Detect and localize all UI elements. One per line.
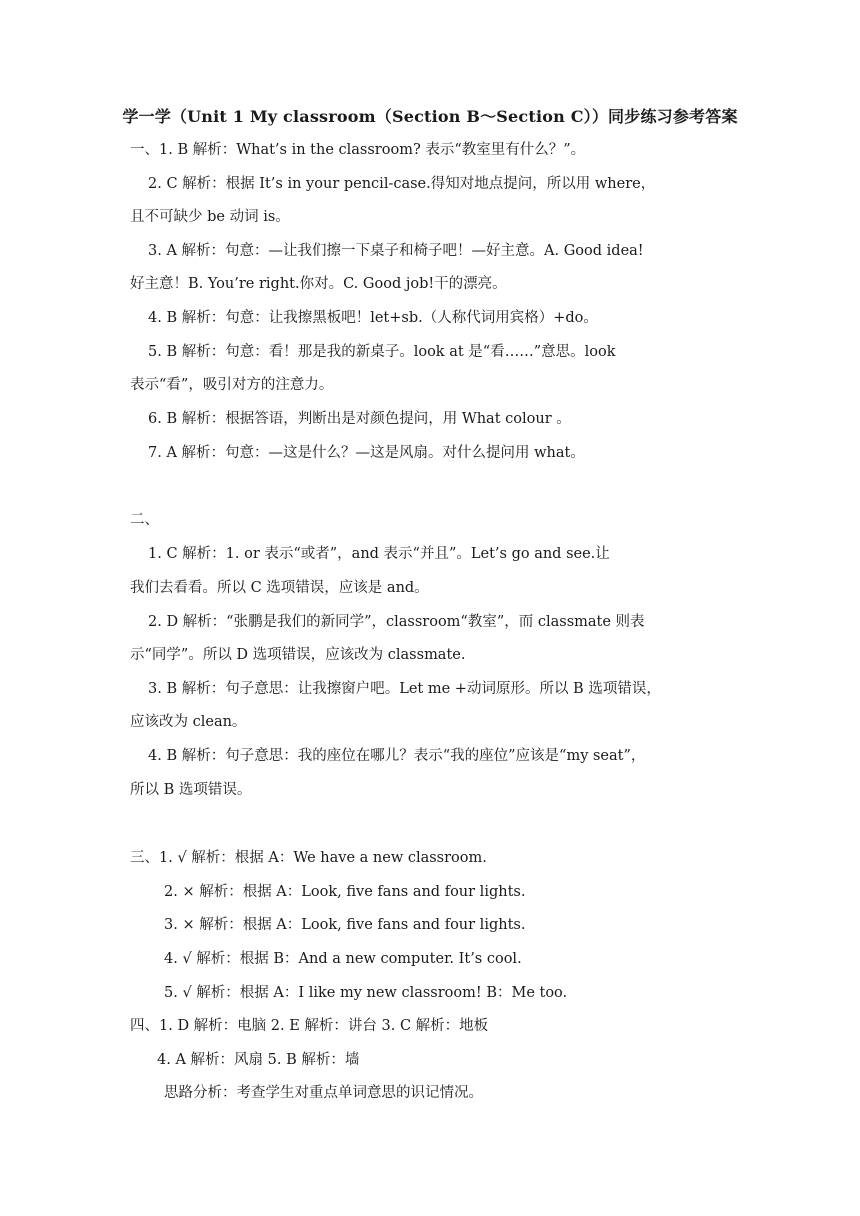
text-line: 思路分析：考查学生对重点单词意思的识记情况。 xyxy=(164,1085,483,1101)
text-line: 2. × 解析：根据 A：Look, five fans and four lights. xyxy=(164,884,526,900)
text-line: 5. B 解析：句意：看！那是我的新桌子。look at 是“看……”意思。look xyxy=(148,344,616,360)
text-line: 7. A 解析：句意：—这是什么？—这是风扇。对什么提问用 what。 xyxy=(148,445,585,461)
section-heading: 二、 xyxy=(130,512,159,528)
page-title: 学一学（Unit 1 My classroom（Section B～Section C））同步练习参考答案 xyxy=(122,107,738,126)
text-line: 5. √ 解析：根据 A：I like my new classroom! B：Me too. xyxy=(164,985,568,1001)
text-line: 4. √ 解析：根据 B：And a new computer. It’s cool. xyxy=(164,951,522,967)
text-line: 3. A 解析：句意：—让我们擦一下桌子和椅子吧！—好主意。A. Good idea! xyxy=(148,243,644,259)
text-line: 一、1. B 解析：What’s in the classroom? 表示“教室里有什么？”。 xyxy=(130,142,586,158)
text-line: 四、1. D 解析：电脑 2. E 解析：讲台 3. C 解析：地板 xyxy=(130,1018,489,1034)
text-line: 应该改为 clean。 xyxy=(130,714,247,730)
text-line: 1. C 解析：1. or 表示“或者”，and 表示“并且”。Let’s go and see.让 xyxy=(148,546,610,562)
text-line: 4. B 解析：句意：让我擦黑板吧！let+sb.（人称代词用宾格）+do。 xyxy=(148,310,598,326)
text-line: 三、1. √ 解析：根据 A：We have a new classroom. xyxy=(130,850,487,866)
text-line: 2. D 解析：“张鹏是我们的新同学”，classroom“教室”，而 classmate 则表 xyxy=(148,614,645,630)
text-line: 6. B 解析：根据答语，判断出是对颜色提问，用 What colour 。 xyxy=(148,411,571,427)
text-line: 表示“看”，吸引对方的注意力。 xyxy=(130,377,334,393)
text-line: 4. A 解析：风扇 5. B 解析：墙 xyxy=(157,1052,360,1068)
text-line: 3. × 解析：根据 A：Look, five fans and four lights. xyxy=(164,917,526,933)
text-line: 我们去看看。所以 C 选项错误，应该是 and。 xyxy=(130,580,429,596)
text-line: 好主意！B. You’re right.你对。C. Good job!干的漂亮。 xyxy=(130,276,507,292)
text-line: 3. B 解析：句子意思：让我擦窗户吧。Let me +动词原形。所以 B 选项错误， xyxy=(148,681,661,697)
text-line: 2. C 解析：根据 It’s in your pencil-case.得知对地点提问，所以用 where， xyxy=(148,176,656,192)
text-line: 且不可缺少 be 动词 is。 xyxy=(130,209,290,225)
text-line: 4. B 解析：句子意思：我的座位在哪儿？表示“我的座位”应该是“my seat”， xyxy=(148,748,646,764)
text-line: 所以 B 选项错误。 xyxy=(130,782,252,798)
text-line: 示“同学”。所以 D 选项错误，应该改为 classmate. xyxy=(130,647,466,663)
